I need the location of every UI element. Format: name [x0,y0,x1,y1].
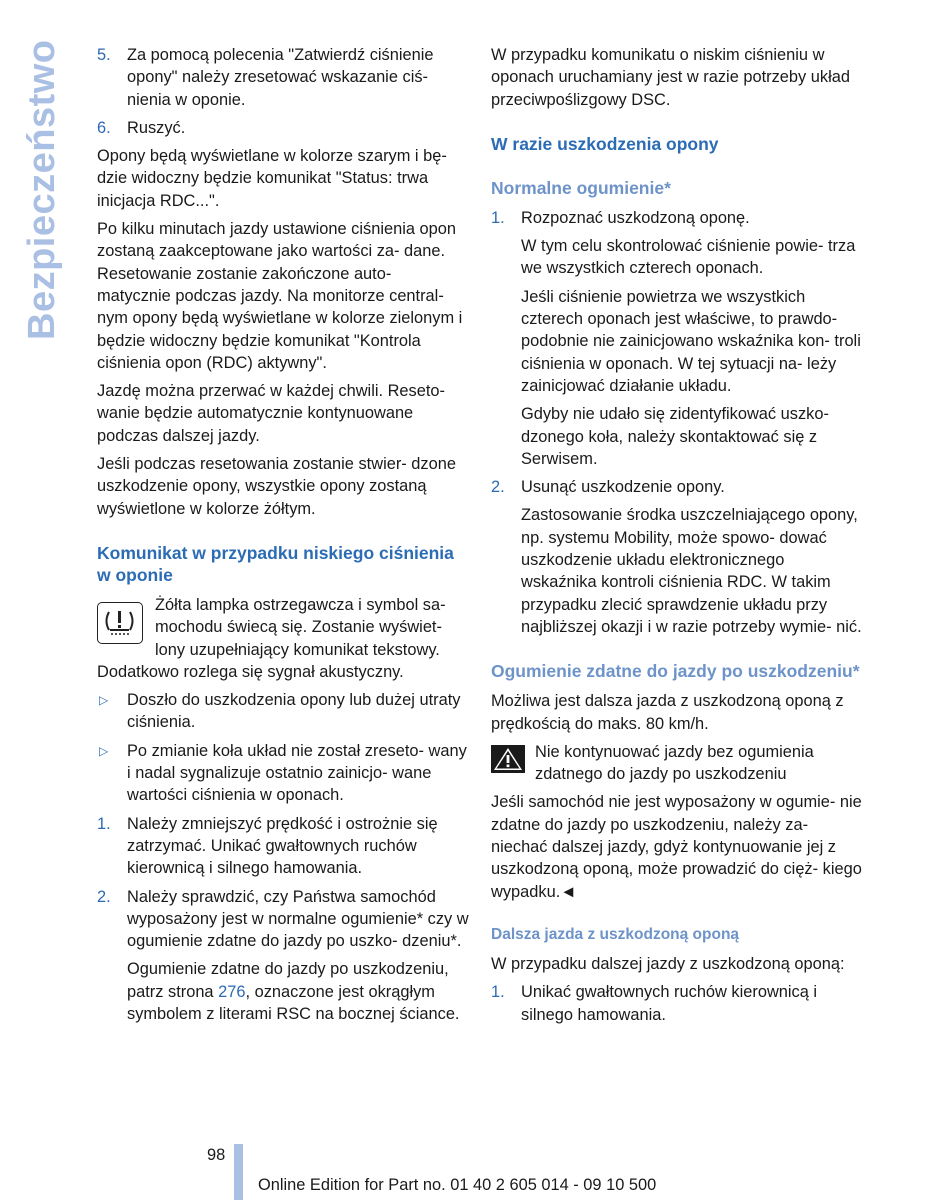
indicator-note [97,594,469,661]
warning-text: Nie kontynuować jazdy bez ogumienia zdatnego do jazdy po uszkodzeniu [535,742,814,784]
section-title: Bezpieczeństwo [21,39,63,340]
paragraph: Po kilku minutach jazdy ustawione ciśnienia opon zostaną zaakceptowane jako wartości za- dane. Resetowanie zostanie zakończone auto- matycznie podczas jazdy. Na monitorze central- nym opony będą wyświetlane w kolorze zielonym i będzie widoczny będzie komunikat "Kontrola ciśnienia opon (RDC) aktywny". [97,220,463,372]
paragraph [491,791,863,902]
list-subtext [97,958,469,1025]
list-item [491,476,863,498]
sub-heading: Ogumienie zdatne do jazdy po uszkodzeniu* [491,661,860,682]
list-number: 1. [97,814,111,833]
subtext-part: Ogumienie zdatne do jazdy po uszkodzeniu, patrz strona [127,960,449,1001]
list-item [97,44,469,111]
paragraph: Opony będą wyświetlane w kolorze szarym i bę- dzie widoczny będzie komunikat "Status: trwa inicjacja RDC...". [97,147,447,210]
paragraph: Dodatkowo rozlega się sygnał akustyczny. [97,662,404,681]
list-text: Za pomocą polecenia "Zatwierdź ciśnienie opony" należy zresetować wskazanie ciś- nienia w oponie. [127,46,434,109]
bullet-text: Doszło do uszkodzenia opony lub dużej utraty ciśnienia. [127,691,461,732]
list-item [97,813,469,880]
bullet-item [97,740,469,807]
footer-accent-bar [234,1144,243,1200]
list-number: 1. [491,983,505,1002]
list-subtext: Zastosowanie środka uszczelniającego opony, np. systemu Mobility, może spowo- dować uszkodzenie układu elektronicznego wskaźnika kontroli ciśnienia RDC. W takim przypadku zlecić sprawdzenie układu przy najbliższej okazji i w razie potrzeby wymie- nić. [521,506,862,636]
section-heading: Komunikat w przypadku niskiego ciśnienia w oponie [97,542,454,585]
list-item [97,117,469,139]
indicator-text: Żółta lampka ostrzegawcza i symbol sa- mochodu świecą się. Zostanie wyświet- lony uzupełniający komunikat tekstowy. [155,595,446,659]
list-text: Należy zmniejszyć prędkość i ostrożnie się zatrzymać. Unikać gwałtownych ruchów kierownicą i silnego hamowania. [127,814,438,878]
bullet-text: Po zmianie koła układ nie został zreseto- wany i nadal sygnalizuje ostatnio zainicjo- wane wartości ciśnienia w oponach. [127,741,467,805]
list-number: 2. [97,887,111,906]
page-number: 98 [207,1146,226,1164]
list-text: Ruszyć. [127,118,186,137]
list-text: Rozpoznać uszkodzoną oponę. [521,208,750,227]
list-number: 5. [97,46,111,64]
page-link[interactable]: 276 [218,982,246,1001]
right-column [491,44,863,1032]
sub-heading: Normalne ogumienie* [491,177,671,198]
list-text: Unikać gwałtownych ruchów kierownicą i silnego hamowania. [521,983,818,1024]
bullet-icon: ▷ [99,743,109,758]
paragraph: Jazdę można przerwać w każdej chwili. Reseto- wanie będzie automatycznie kontynuowane podczas dalszej jazdy. [97,382,445,445]
list-item [491,207,863,229]
list-text: Należy sprawdzić, czy Państwa samochód wyposażony jest w normalne ogumienie* czy w ogumienie zdatne do jazdy po uszko- dzeniu*. [127,887,469,951]
minor-heading: Dalsza jazda z uszkodzoną oponą [491,925,740,943]
paragraph: Jeśli podczas resetowania zostanie stwier- dzone uszkodzenie opony, wszystkie opony zostaną wyświetlone w kolorze żółtym. [97,455,456,518]
list-item [97,886,469,953]
list-subtext: Gdyby nie udało się zidentyfikować uszko- dzonego koła, należy skontaktować się z Serwisem. [521,405,829,468]
tire-pressure-warning-icon [97,602,143,644]
list-item [491,981,863,1026]
warning-triangle-icon [491,745,525,773]
list-number: 2. [491,478,505,497]
subtext-part: , oznaczone jest okrągłym symbolem z literami RSC na bocznej ściance. [127,982,460,1023]
list-subtext: W tym celu skontrolować ciśnienie powie- trza we wszystkich czterech oponach. [521,237,856,278]
list-subtext: Jeśli ciśnienie powietrza we wszystkich czterech oponach jest właściwe, to prawdo- podobnie nie zainicjowano wskaźnika kon- troli ciśnienia w oponach. W tej sytuacji na- leży zainicjować działanie układu. [521,287,861,395]
paragraph-text: Jeśli samochód nie jest wyposażony w ogumie- nie zdatne do jazdy po uszkodzeniu, należy za- niechać dalszej jazdy, gdyż kontynuowanie jej z uszkodzoną oponą, może prowadzić do cięż- kiego wypadku. [491,793,862,901]
paragraph: W przypadku komunikatu o niskim ciśnieniu w oponach uruchamiany jest w razie potrzeby układ przeciwpoślizgowy DSC. [491,46,850,109]
list-number: 6. [97,118,111,137]
warning-note [491,741,863,786]
left-column [97,44,469,1031]
list-text: Usunąć uszkodzenie opony. [521,478,725,497]
bullet-item [97,689,469,734]
footer-edition: Online Edition for Part no. 01 40 2 605 014 - 09 10 500 [258,1176,657,1194]
list-number: 1. [491,208,505,227]
section-heading: W razie uszkodzenia opony [491,133,719,154]
paragraph: W przypadku dalszej jazdy z uszkodzoną oponą: [491,954,845,973]
end-mark-icon: ◄ [560,882,577,901]
bullet-icon: ▷ [99,693,109,708]
paragraph: Możliwa jest dalsza jazda z uszkodzoną oponą z prędkością do maks. 80 km/h. [491,692,844,733]
